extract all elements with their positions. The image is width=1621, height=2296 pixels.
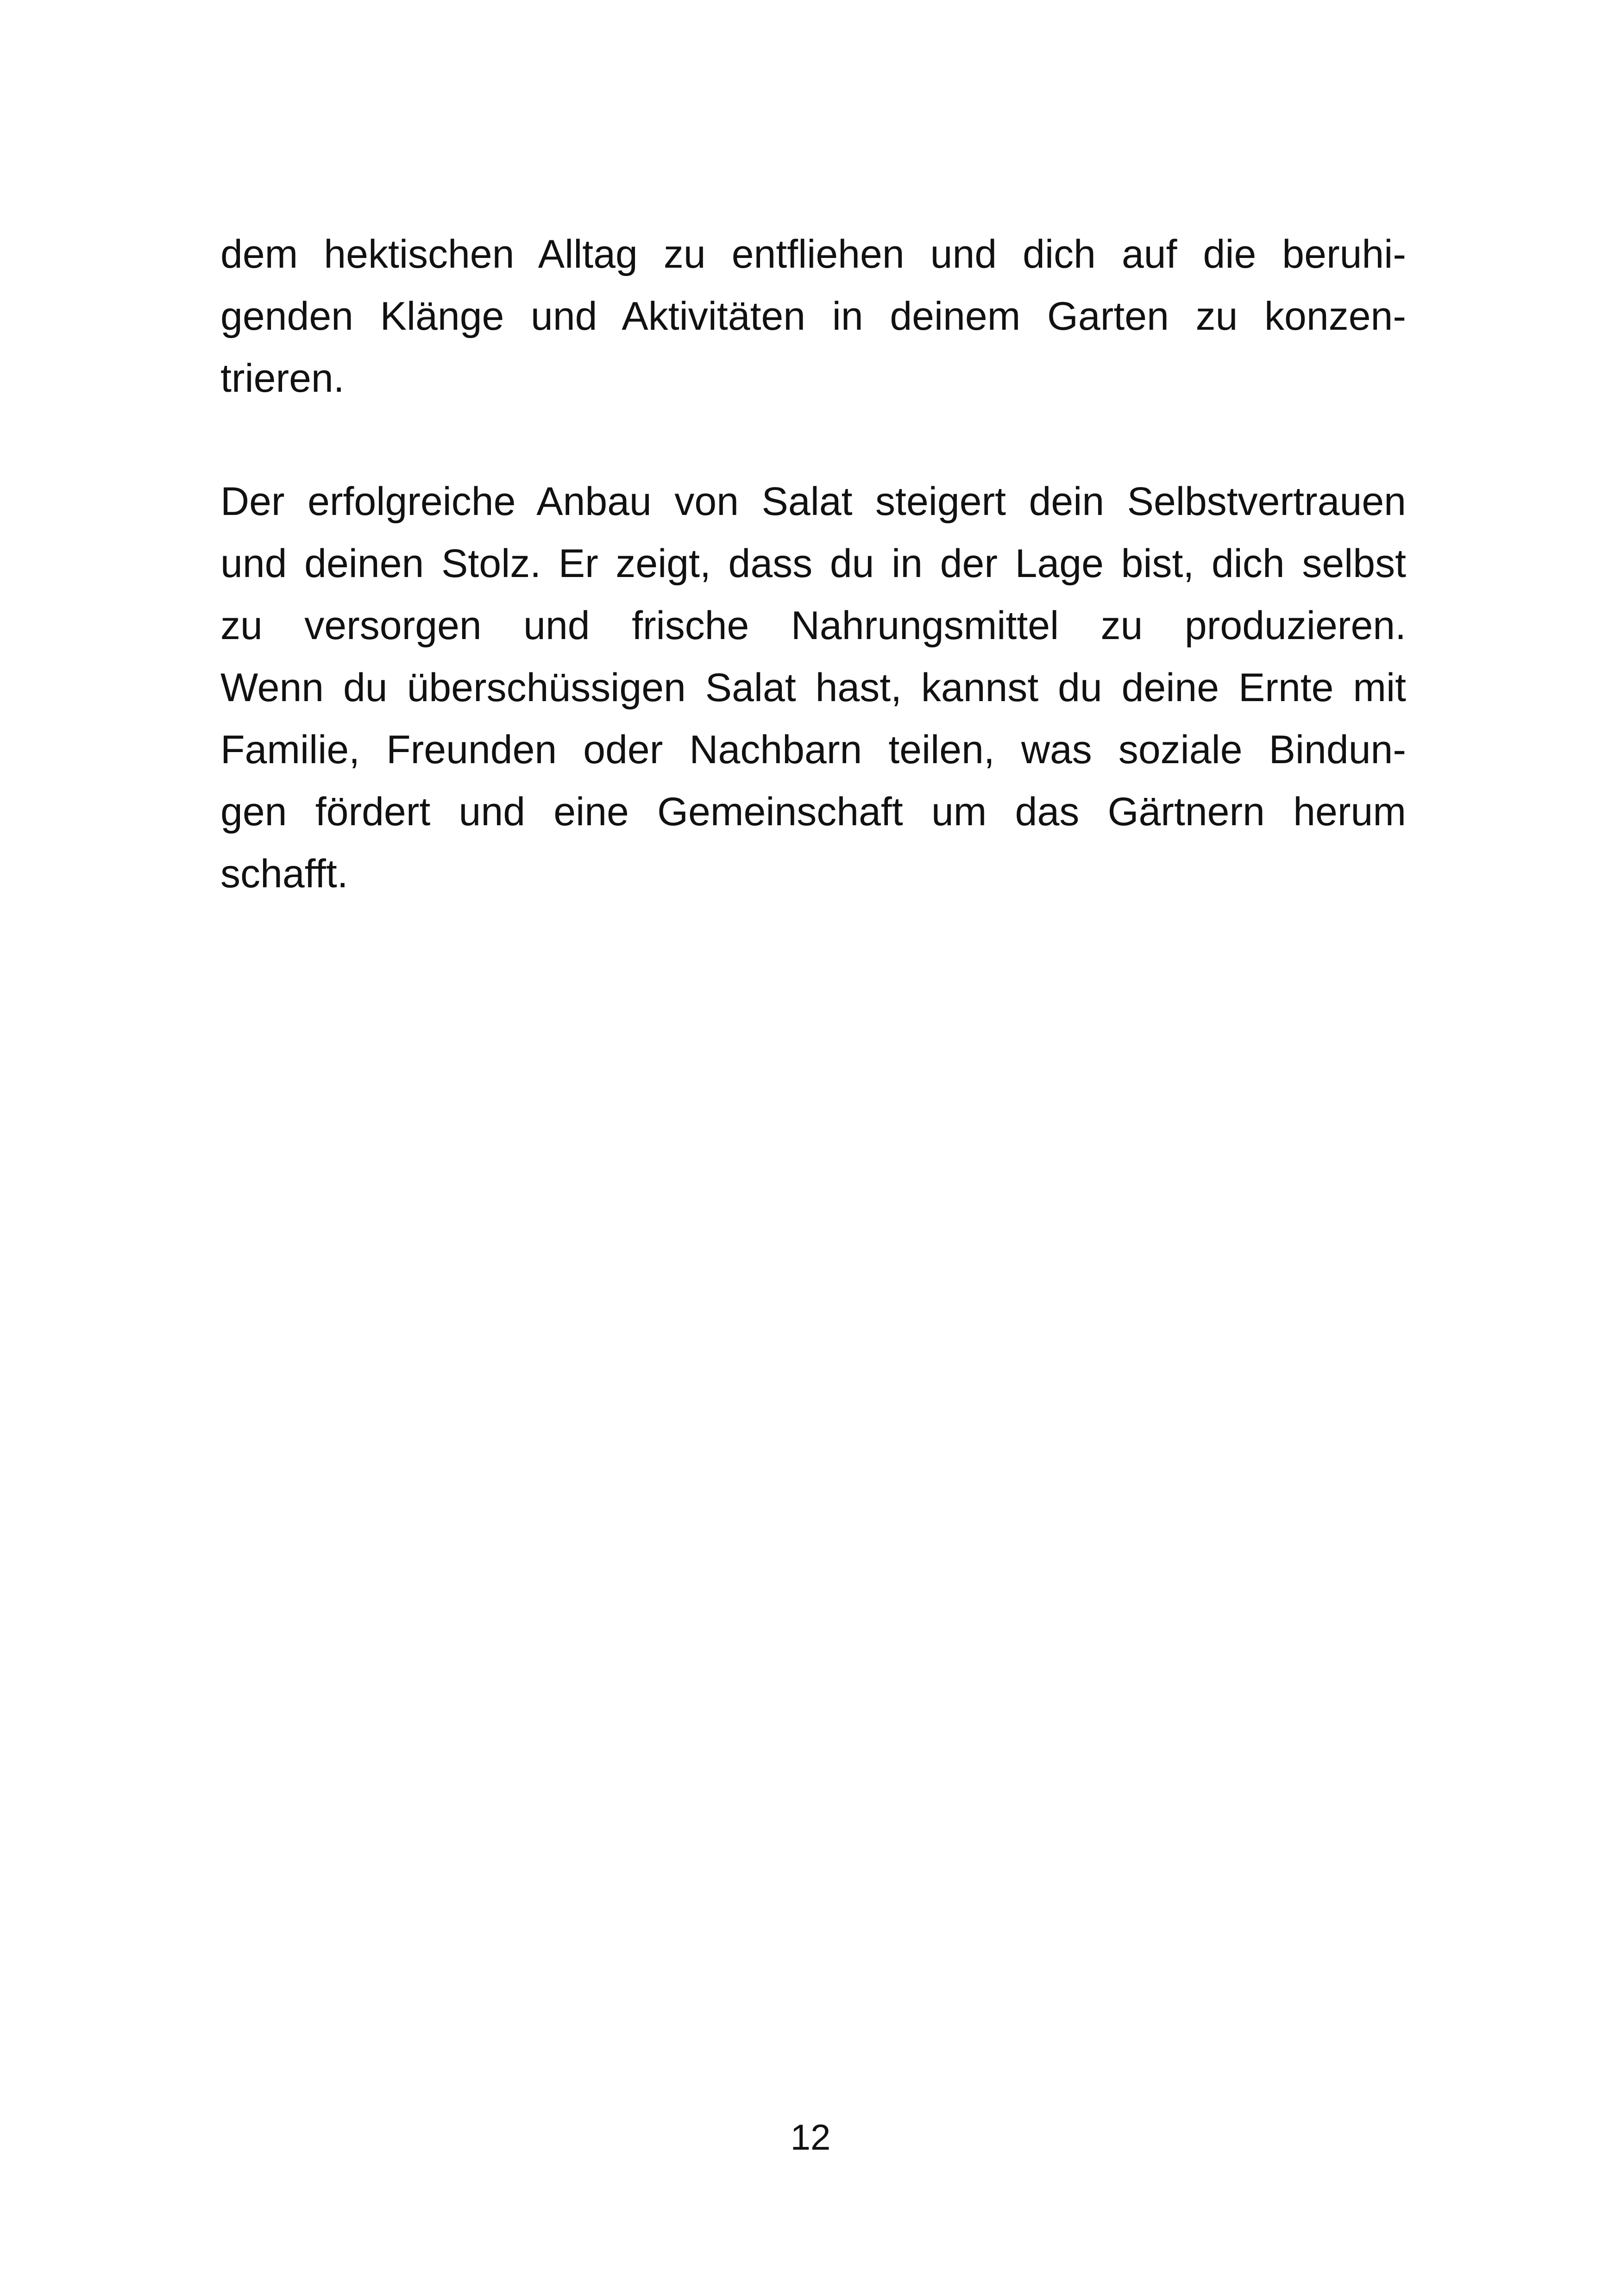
paragraph-2-line-5: Familie, Freunden oder Nachbarn teilen, was soziale Bindun-	[220, 728, 1406, 772]
paragraph-1-line-2: genden Klänge und Aktivitäten in deinem Garten zu konzen-	[220, 294, 1406, 339]
page-number: 12	[790, 2117, 831, 2158]
paragraph-1	[220, 223, 1406, 409]
paragraph-2-line-1: Der erfolgreiche Anbau von Salat steigert dein Selbstvertrauen	[220, 479, 1406, 524]
paragraph-1-line-3: trieren.	[220, 356, 345, 401]
paragraph-2-line-7: schafft.	[220, 852, 348, 896]
paragraph-2-line-2: und deinen Stolz. Er zeigt, dass du in der Lage bist, dich selbst	[220, 541, 1406, 586]
paragraph-2-line-4: Wenn du überschüssigen Salat hast, kannst du deine Ernte mit	[220, 665, 1406, 710]
paragraph-2-line-3: zu versorgen und frische Nahrungsmittel zu produzieren.	[220, 603, 1406, 648]
paragraph-1-line-1: dem hektischen Alltag zu entfliehen und dich auf die beruhi-	[220, 232, 1406, 276]
paragraph-2-line-6: gen fördert und eine Gemeinschaft um das Gärtnern herum	[220, 790, 1406, 834]
paragraph-2	[220, 470, 1406, 905]
